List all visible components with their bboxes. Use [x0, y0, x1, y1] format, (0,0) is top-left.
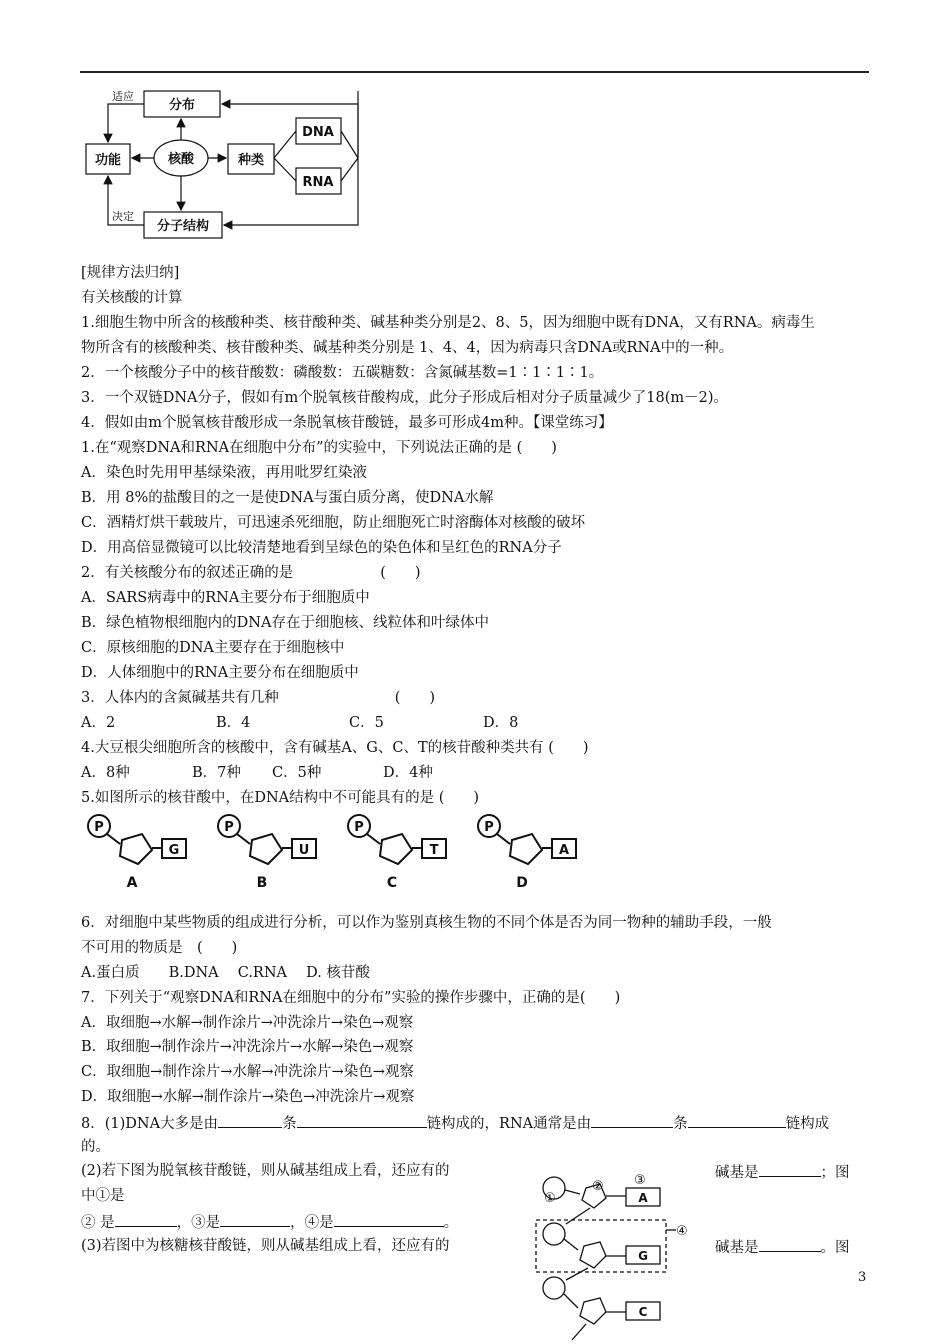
- q8-p2-h: 。: [443, 1215, 459, 1231]
- phosphate-label: P: [484, 820, 494, 835]
- q1-option-a: A．染色时先用甲基绿染液，再用吡罗红染液: [81, 465, 367, 481]
- chain-sugar-2: [580, 1242, 606, 1268]
- q4-option-c: C．5种: [272, 765, 322, 781]
- q8-p2-a: (2)若下图为脱氧核苷酸链，则从碱基组成上看，还应有的: [81, 1163, 450, 1179]
- option-label: B: [256, 875, 268, 891]
- label-nucleic-acid: 核酸: [167, 152, 195, 167]
- q8-p2-b: 碱基是: [715, 1165, 759, 1181]
- q8-p2-d: 中①是: [81, 1188, 125, 1204]
- pentose-sugar: [250, 834, 282, 864]
- q2-option-b: B．绿色植物根细胞内的DNA存在于细胞核、线粒体和叶绿体中: [81, 615, 489, 631]
- q8-part2-right: [715, 1162, 850, 1182]
- q8-p1-c: 链构成的，RNA通常是由: [426, 1116, 592, 1132]
- q8-blank-4[interactable]: [688, 1113, 786, 1128]
- q2-option-d: D．人体细胞中的RNA主要分布在细胞质中: [81, 665, 359, 681]
- summary-p1b: 物所含有的核酸种类、核苷酸种类、碱基种类分别是 1、4、4，因为病毒只含DNA或RNA中的一种。: [81, 340, 734, 356]
- q8-p2-f: ，③是: [176, 1215, 221, 1231]
- q3-stem: 3．人体内的含氮碱基共有几种 ( ): [81, 690, 436, 706]
- q2-stem: 2．有关核酸分布的叙述正确的是 ( ): [81, 565, 421, 581]
- q8-blank-6[interactable]: [115, 1212, 177, 1227]
- option-label: A: [126, 875, 138, 891]
- q8-blank-1[interactable]: [218, 1113, 282, 1128]
- summary-p1a: 1.细胞生物中所含的核酸种类、核苷酸种类、碱基种类分别是2、8、5，因为细胞中既有DNA，又有RNA。病毒生: [81, 315, 815, 331]
- q8-p3-c: 。图: [820, 1240, 850, 1256]
- chain-marker-4: ④: [676, 1224, 688, 1239]
- q1-option-d: D．用高倍显微镜可以比较清楚地看到呈绿色的染色体和呈红色的RNA分子: [81, 540, 562, 556]
- q3-option-b: B．4: [216, 715, 251, 731]
- q7-option-b: B．取细胞→制作涂片→冲洗涂片→水解→染色→观察: [81, 1039, 414, 1055]
- q1-option-c: C．酒精灯烘干载玻片，可迅速杀死细胞，防止细胞死亡时溶酶体对核酸的破坏: [81, 515, 586, 531]
- q6-stem-a: 6．对细胞中某些物质的组成进行分析，可以作为鉴别真核生物的不同个体是否为同一物种的辅助手段，一般: [81, 915, 772, 931]
- q8-p1-e: 链构成: [785, 1116, 830, 1132]
- q8-blank-5[interactable]: [759, 1162, 821, 1177]
- q4-option-a: A．8种: [81, 765, 130, 781]
- q3-option-c: C．5: [349, 715, 384, 731]
- phosphate-label: P: [354, 820, 364, 835]
- q8-blank-3[interactable]: [591, 1113, 673, 1128]
- chain-marker-1: ①: [544, 1191, 556, 1206]
- q4-option-b: B．7种: [192, 765, 241, 781]
- q8-blank-9[interactable]: [759, 1237, 821, 1252]
- pentose-sugar: [380, 834, 412, 864]
- q4-option-d: D．4种: [383, 765, 433, 781]
- option-label: C: [386, 875, 398, 891]
- q7-option-c: C．取细胞→制作涂片→水解→冲洗涂片→染色→观察: [81, 1064, 414, 1080]
- chain-marker-2: ②: [592, 1179, 604, 1194]
- summary-heading: [规律方法归纳]: [81, 265, 180, 281]
- q8-p1-f: 的。: [81, 1139, 110, 1155]
- q2-option-a: A．SARS病毒中的RNA主要分布于细胞质中: [81, 590, 370, 606]
- base-label: G: [168, 843, 180, 858]
- q3-option-d: D．8: [483, 715, 519, 731]
- chain-base-label-3: C: [638, 1305, 648, 1319]
- q8-blank-7[interactable]: [220, 1212, 290, 1227]
- chain-sugar-3: [580, 1298, 606, 1324]
- nucleotide-d: [478, 815, 576, 891]
- q4-stem: 4.大豆根尖细胞所含的核酸中，含有碱基A、G、C、T的核苷酸种类共有 ( ): [81, 740, 589, 756]
- q5-stem: 5.如图所示的核苷酸中，在DNA结构中不可能具有的是 ( ): [81, 790, 480, 806]
- base-label: T: [429, 843, 439, 858]
- chain-base-label-1: A: [638, 1191, 648, 1205]
- pentose-sugar: [120, 834, 152, 864]
- base-label: A: [558, 843, 570, 858]
- page-number: 3: [858, 1270, 867, 1285]
- base-label: U: [298, 843, 310, 858]
- chain-marker-3: ③: [634, 1173, 646, 1188]
- nucleic-acid-concept-diagram: [80, 86, 370, 246]
- q8-p1-a: 8．(1)DNA大多是由: [81, 1116, 219, 1132]
- label-distribution: 分布: [168, 98, 196, 113]
- q8-blank-2[interactable]: [297, 1113, 427, 1128]
- phosphate-label: P: [94, 820, 104, 835]
- q8-p1-d: 条: [673, 1116, 688, 1132]
- q8-p2-g: ，④是: [290, 1215, 334, 1231]
- q1-stem: 1.在“观察DNA和RNA在细胞中分布”的实验中，下列说法正确的是 ( ): [81, 440, 557, 456]
- q8-blank-8[interactable]: [334, 1212, 444, 1227]
- chain-base-label-2: G: [638, 1249, 648, 1263]
- chain-phosphate-2: [543, 1223, 565, 1245]
- q6-options: A.蛋白质 B.DNA C.RNA D. 核苷酸: [81, 965, 370, 981]
- q3-option-a: A．2: [81, 715, 116, 731]
- q5-nucleotide-figures: [82, 812, 602, 894]
- summary-p4: 4．假如由m个脱氧核苷酸形成一条脱氧核苷酸链，最多可形成4m种。【课堂练习】: [81, 415, 613, 431]
- q6-stem-b: 不可用的物质是 ( ): [81, 940, 238, 956]
- q7-stem: 7．下列关于“观察DNA和RNA在细胞中的分布”实验的操作步骤中，正确的是( ): [81, 990, 621, 1006]
- q8-p3-b: 碱基是: [715, 1240, 759, 1256]
- q7-option-d: D．取细胞→水解→制作涂片→染色→冲洗涂片→观察: [81, 1089, 415, 1105]
- label-dna: DNA: [302, 125, 334, 140]
- phosphate-label: P: [224, 820, 234, 835]
- summary-subheading: 有关核酸的计算: [81, 290, 183, 306]
- q7-option-a: A．取细胞→水解→制作涂片→冲洗涂片→染色→观察: [81, 1015, 414, 1031]
- label-structure: 分子结构: [156, 219, 210, 234]
- label-function: 功能: [94, 153, 122, 168]
- nucleotide-c: [348, 815, 446, 891]
- label-decide: 决定: [112, 210, 134, 223]
- q8-nucleotide-chain-figure: [528, 1168, 708, 1344]
- q8-part2-blanks: [81, 1212, 458, 1232]
- q8-part1: [81, 1113, 829, 1133]
- q2-option-c: C．原核细胞的DNA主要存在于细胞核中: [81, 640, 345, 656]
- label-adapt: 适应: [112, 90, 134, 103]
- q8-p3-a: (3)若图中为核糖核苷酸链，则从碱基组成上看，还应有的: [81, 1238, 450, 1254]
- summary-p2: 2．一个核酸分子中的核苷酸数：磷酸数：五碳糖数：含氮碱基数=1∶1∶1∶1。: [81, 365, 604, 381]
- q8-p2-c: ；图: [820, 1165, 850, 1181]
- q8-p1-b: 条: [282, 1116, 297, 1132]
- nucleotide-a: [88, 815, 186, 891]
- chain-phosphate-3: [543, 1277, 565, 1299]
- pentose-sugar: [510, 834, 542, 864]
- label-rna: RNA: [302, 175, 334, 190]
- nucleotide-b: [218, 815, 316, 891]
- q8-p2-e: ② 是: [81, 1215, 115, 1231]
- q8-part3-right: [715, 1237, 850, 1257]
- q1-option-b: B．用 8%的盐酸目的之一是使DNA与蛋白质分离，使DNA水解: [81, 490, 494, 506]
- summary-p3: 3．一个双链DNA分子，假如有m个脱氧核苷酸构成，此分子形成后相对分子质量减少了18(m－2)。: [81, 390, 728, 406]
- label-kinds: 种类: [237, 153, 265, 168]
- option-label: D: [516, 875, 528, 891]
- top-rule: [80, 71, 869, 73]
